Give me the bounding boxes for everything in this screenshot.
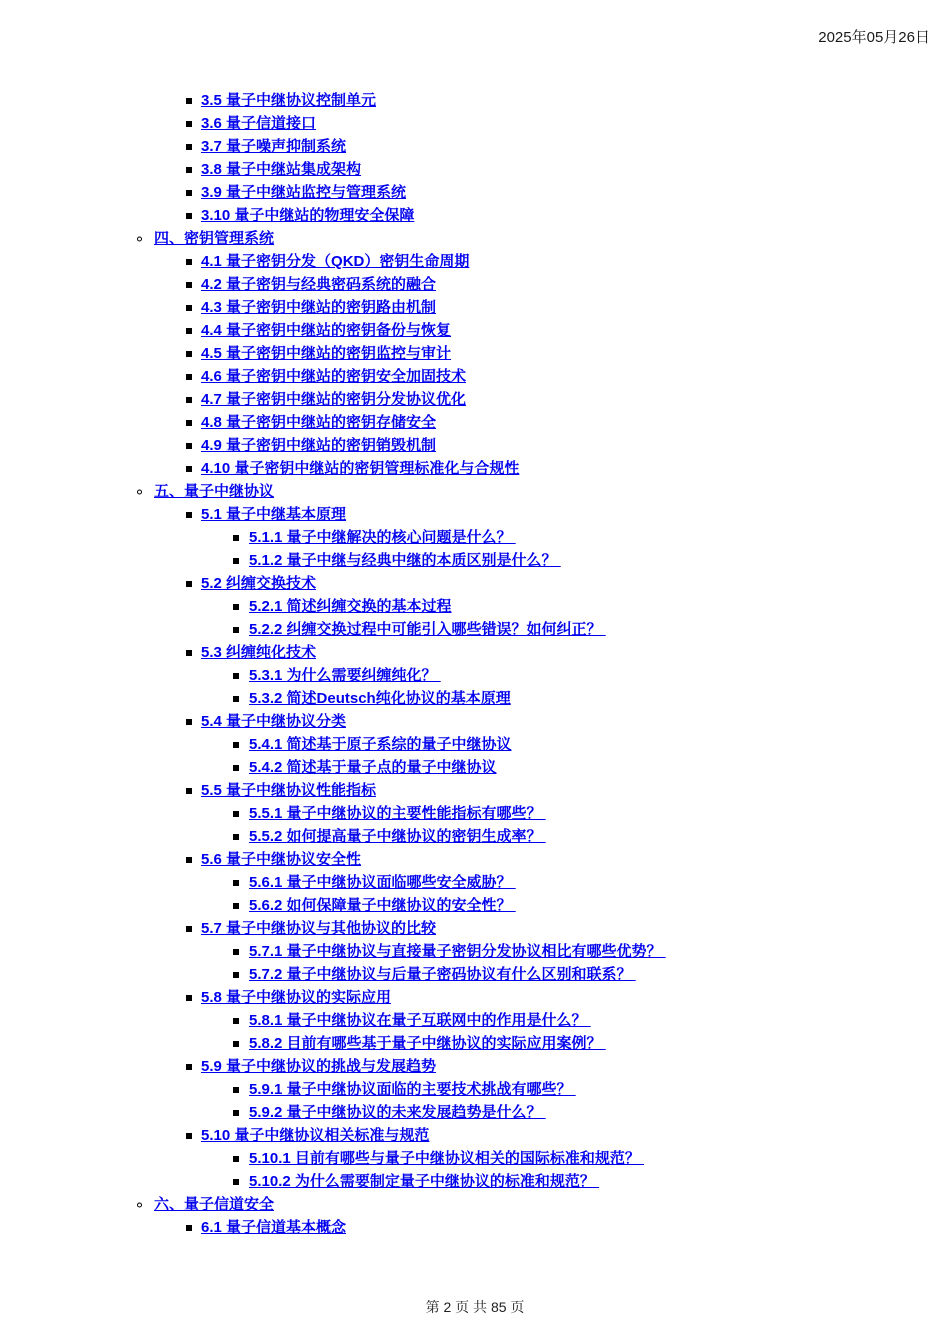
toc-item (0, 894, 950, 917)
toc-link[interactable]: 5.7.2 量子中继协议与后量子密码协议有什么区别和联系？ (249, 966, 636, 983)
toc-item (0, 480, 950, 503)
toc-link[interactable]: 5.10.2 为什么需要制定量子中继协议的标准和规范？ (249, 1173, 600, 1190)
toc-link[interactable]: 5.8 量子中继协议的实际应用 (201, 989, 392, 1006)
square-bullet-icon (186, 167, 192, 173)
toc-item (0, 89, 950, 112)
toc-item (0, 871, 950, 894)
page-number-footer: 第 2 页 共 85 页 (425, 1299, 525, 1315)
toc-link[interactable]: 5.6 量子中继协议安全性 (201, 851, 362, 868)
toc-link[interactable]: 5.6.2 如何保障量子中继协议的安全性？ (249, 897, 516, 914)
toc-link[interactable]: 3.9 量子中继站监控与管理系统 (201, 184, 407, 201)
toc-item (0, 273, 950, 296)
toc-link[interactable]: 5.1.2 量子中继与经典中继的本质区别是什么？ (249, 552, 561, 569)
toc-link[interactable]: 5.2.2 纠缠交换过程中可能引入哪些错误？如何纠正？ (249, 621, 606, 638)
toc-link[interactable]: 3.6 量子信道接口 (201, 115, 317, 132)
square-bullet-icon (233, 1041, 239, 1047)
toc-link[interactable]: 五、量子中继协议 (154, 483, 275, 500)
toc-link[interactable]: 六、量子信道安全 (154, 1196, 275, 1213)
toc-item (0, 595, 950, 618)
square-bullet-icon (186, 1133, 192, 1139)
toc-item (0, 986, 950, 1009)
toc-item (0, 1124, 950, 1147)
toc-item (0, 204, 950, 227)
square-bullet-icon (186, 98, 192, 104)
toc-item (0, 848, 950, 871)
square-bullet-icon (186, 1064, 192, 1070)
square-bullet-icon (233, 880, 239, 886)
square-bullet-icon (233, 673, 239, 679)
toc-link[interactable]: 5.3.1 为什么需要纠缠纯化？ (249, 667, 441, 684)
toc-item (0, 319, 950, 342)
square-bullet-icon (233, 696, 239, 702)
toc-link[interactable]: 5.5.1 量子中继协议的主要性能指标有哪些？ (249, 805, 546, 822)
toc-item (0, 250, 950, 273)
toc-link[interactable]: 5.1.1 量子中继解决的核心问题是什么？ (249, 529, 516, 546)
toc-link[interactable]: 6.1 量子信道基本概念 (201, 1219, 347, 1236)
toc-link[interactable]: 4.10 量子密钥中继站的密钥管理标准化与合规性 (201, 460, 520, 477)
square-bullet-icon (233, 604, 239, 610)
toc-item (0, 1009, 950, 1032)
square-bullet-icon (233, 1156, 239, 1162)
toc-item (0, 733, 950, 756)
square-bullet-icon (186, 121, 192, 127)
square-bullet-icon (233, 742, 239, 748)
toc-link[interactable]: 3.7 量子噪声抑制系统 (201, 138, 347, 155)
toc-link[interactable]: 5.10 量子中继协议相关标准与规范 (201, 1127, 430, 1144)
toc-link[interactable]: 4.4 量子密钥中继站的密钥备份与恢复 (201, 322, 452, 339)
square-bullet-icon (233, 1018, 239, 1024)
toc-item (0, 135, 950, 158)
toc-item (0, 687, 950, 710)
toc-link[interactable]: 4.3 量子密钥中继站的密钥路由机制 (201, 299, 437, 316)
toc-link[interactable]: 3.8 量子中继站集成架构 (201, 161, 362, 178)
toc-link[interactable]: 4.2 量子密钥与经典密码系统的融合 (201, 276, 437, 293)
toc-item (0, 181, 950, 204)
toc-item (0, 917, 950, 940)
square-bullet-icon (186, 466, 192, 472)
toc-link[interactable]: 5.4.1 简述基于原子系综的量子中继协议 (249, 736, 512, 753)
square-bullet-icon (186, 857, 192, 863)
date-header: 2025年05月26日 (818, 29, 930, 46)
toc-item (0, 1147, 950, 1170)
toc-item (0, 549, 950, 572)
toc-item (0, 756, 950, 779)
toc-item (0, 641, 950, 664)
square-bullet-icon (186, 995, 192, 1001)
square-bullet-icon (186, 305, 192, 311)
toc-item (0, 618, 950, 641)
toc-link[interactable]: 4.9 量子密钥中继站的密钥销毁机制 (201, 437, 437, 454)
toc-item (0, 457, 950, 480)
toc-link[interactable]: 5.10.1 目前有哪些与量子中继协议相关的国际标准和规范？ (249, 1150, 645, 1167)
toc-item (0, 411, 950, 434)
toc-item (0, 1193, 950, 1216)
toc-link[interactable]: 5.2 纠缠交换技术 (201, 575, 317, 592)
square-bullet-icon (233, 558, 239, 564)
square-bullet-icon (186, 1225, 192, 1231)
toc-item (0, 572, 950, 595)
square-bullet-icon (186, 512, 192, 518)
toc-link[interactable]: 5.7 量子中继协议与其他协议的比较 (201, 920, 437, 937)
square-bullet-icon (186, 328, 192, 334)
toc-link[interactable]: 5.8.1 量子中继协议在量子互联网中的作用是什么？ (249, 1012, 591, 1029)
toc-link[interactable]: 3.5 量子中继协议控制单元 (201, 92, 377, 109)
toc-item (0, 1216, 950, 1239)
toc-item (0, 1170, 950, 1193)
square-bullet-icon (233, 1110, 239, 1116)
toc-link[interactable]: 5.9.1 量子中继协议面临的主要技术挑战有哪些？ (249, 1081, 576, 1098)
square-bullet-icon (186, 443, 192, 449)
square-bullet-icon (233, 627, 239, 633)
toc-item (0, 825, 950, 848)
toc-item (0, 1078, 950, 1101)
toc-item (0, 802, 950, 825)
toc-item (0, 296, 950, 319)
toc-link[interactable]: 5.2.1 简述纠缠交换的基本过程 (249, 598, 452, 615)
toc-item (0, 710, 950, 733)
square-bullet-icon (186, 213, 192, 219)
toc-link[interactable]: 5.3 纠缠纯化技术 (201, 644, 317, 661)
square-bullet-icon (186, 144, 192, 150)
toc-link[interactable]: 5.9 量子中继协议的挑战与发展趋势 (201, 1058, 437, 1075)
square-bullet-icon (186, 926, 192, 932)
circle-bullet-icon (137, 489, 142, 494)
square-bullet-icon (233, 949, 239, 955)
toc-item (0, 158, 950, 181)
toc-item (0, 1055, 950, 1078)
square-bullet-icon (233, 834, 239, 840)
toc-link[interactable]: 5.4 量子中继协议分类 (201, 713, 347, 730)
square-bullet-icon (186, 788, 192, 794)
toc-link[interactable]: 4.6 量子密钥中继站的密钥安全加固技术 (201, 368, 467, 385)
toc-link[interactable]: 4.1 量子密钥分发（QKD）密钥生命周期 (201, 253, 470, 270)
toc-list (0, 89, 950, 1239)
square-bullet-icon (233, 535, 239, 541)
square-bullet-icon (186, 351, 192, 357)
square-bullet-icon (233, 811, 239, 817)
toc-link[interactable]: 5.3.2 简述Deutsch纯化协议的基本原理 (249, 690, 511, 707)
toc-link[interactable]: 四、密钥管理系统 (154, 230, 275, 247)
toc-link[interactable]: 5.4.2 简述基于量子点的量子中继协议 (249, 759, 497, 776)
toc-link[interactable]: 5.5.2 如何提高量子中继协议的密钥生成率？ (249, 828, 546, 845)
toc-link[interactable]: 5.9.2 量子中继协议的未来发展趋势是什么？ (249, 1104, 546, 1121)
toc-item (0, 503, 950, 526)
square-bullet-icon (186, 259, 192, 265)
toc-item (0, 940, 950, 963)
toc-item (0, 388, 950, 411)
toc-item (0, 365, 950, 388)
toc-link[interactable]: 3.10 量子中继站的物理安全保障 (201, 207, 415, 224)
square-bullet-icon (233, 972, 239, 978)
square-bullet-icon (233, 903, 239, 909)
square-bullet-icon (186, 650, 192, 656)
square-bullet-icon (186, 420, 192, 426)
circle-bullet-icon (137, 1202, 142, 1207)
toc-link[interactable]: 5.6.1 量子中继协议面临哪些安全威胁？ (249, 874, 516, 891)
toc-link[interactable]: 4.8 量子密钥中继站的密钥存储安全 (201, 414, 437, 431)
square-bullet-icon (186, 282, 192, 288)
square-bullet-icon (186, 190, 192, 196)
square-bullet-icon (233, 1179, 239, 1185)
toc-item (0, 1101, 950, 1124)
square-bullet-icon (186, 719, 192, 725)
square-bullet-icon (233, 1087, 239, 1093)
toc-link[interactable]: 5.1 量子中继基本原理 (201, 506, 347, 523)
toc-item (0, 1032, 950, 1055)
square-bullet-icon (186, 397, 192, 403)
toc-link[interactable]: 5.8.2 目前有哪些基于量子中继协议的实际应用案例？ (249, 1035, 606, 1052)
square-bullet-icon (233, 765, 239, 771)
toc-item (0, 963, 950, 986)
square-bullet-icon (186, 581, 192, 587)
toc-link[interactable]: 4.7 量子密钥中继站的密钥分发协议优化 (201, 391, 467, 408)
square-bullet-icon (186, 374, 192, 380)
toc-item (0, 664, 950, 687)
toc-link[interactable]: 5.7.1 量子中继协议与直接量子密钥分发协议相比有哪些优势？ (249, 943, 666, 960)
toc-item (0, 779, 950, 802)
toc-item (0, 434, 950, 457)
toc-item (0, 227, 950, 250)
toc-item (0, 342, 950, 365)
toc-item (0, 112, 950, 135)
toc-link[interactable]: 5.5 量子中继协议性能指标 (201, 782, 377, 799)
toc-link[interactable]: 4.5 量子密钥中继站的密钥监控与审计 (201, 345, 452, 362)
toc-item (0, 526, 950, 549)
circle-bullet-icon (137, 236, 142, 241)
